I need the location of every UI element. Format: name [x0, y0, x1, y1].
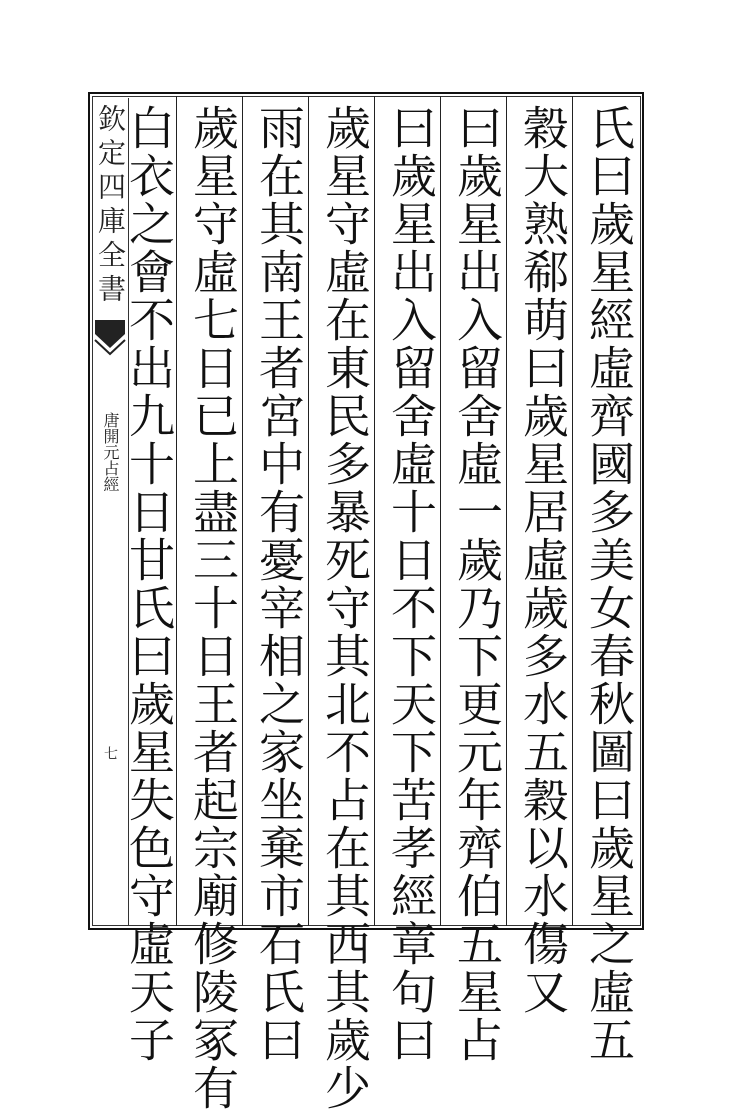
page-number: 七: [102, 746, 118, 760]
text-segment: 白衣之會不出九十日: [122, 104, 176, 536]
text-column-7: [186, 104, 240, 1112]
text-segment: 春秋圖曰歲星之虛五: [582, 632, 636, 1064]
text-column-6: [252, 104, 306, 1064]
text-segment: 雨在其南王者宮中有憂宰相之家坐棄市: [252, 104, 306, 920]
text-column-8: [122, 104, 176, 1064]
text-column-1: [582, 104, 636, 1064]
text-segment: 甘氏曰歲星失色守虛天子: [122, 536, 176, 1064]
text-column-5: [318, 104, 372, 1112]
book-title: 欽定四庫全書: [94, 104, 127, 308]
column-divider: [242, 96, 243, 926]
text-column-2: [516, 104, 570, 1016]
text-segment: 氏曰歲星經虛齊國多美女: [582, 104, 636, 632]
text-column-4: [384, 104, 438, 1064]
column-divider: [440, 96, 441, 926]
column-divider: [308, 96, 309, 926]
column-divider: [572, 96, 573, 926]
text-segment: 歲星守虛七日已上盡三十日王者起宗廟修陵冢有: [186, 104, 240, 1112]
text-segment: 曰歲星出入留舍虛一歲乃下更元年: [450, 104, 504, 824]
text-segment: 曰歲星出入留舍虛十日不下天下苦: [384, 104, 438, 824]
column-divider: [506, 96, 507, 926]
text-segment: 齊伯五星占: [450, 824, 504, 1064]
text-segment: 石氏曰: [252, 920, 306, 1064]
juan-title: 唐開元占經: [101, 412, 120, 492]
text-segment: 郗萌曰歲星居虛歲多水五穀以水傷: [516, 248, 570, 968]
column-divider: [374, 96, 375, 926]
text-segment: 歲星守虛在東民多暴死守其北不占在其西其歲少: [318, 104, 372, 1112]
text-column-3: [450, 104, 504, 1064]
text-segment: 穀大熟: [516, 104, 570, 248]
text-segment: 孝經章句曰: [384, 824, 438, 1064]
text-segment: 又: [516, 968, 570, 1016]
column-divider: [176, 96, 177, 926]
